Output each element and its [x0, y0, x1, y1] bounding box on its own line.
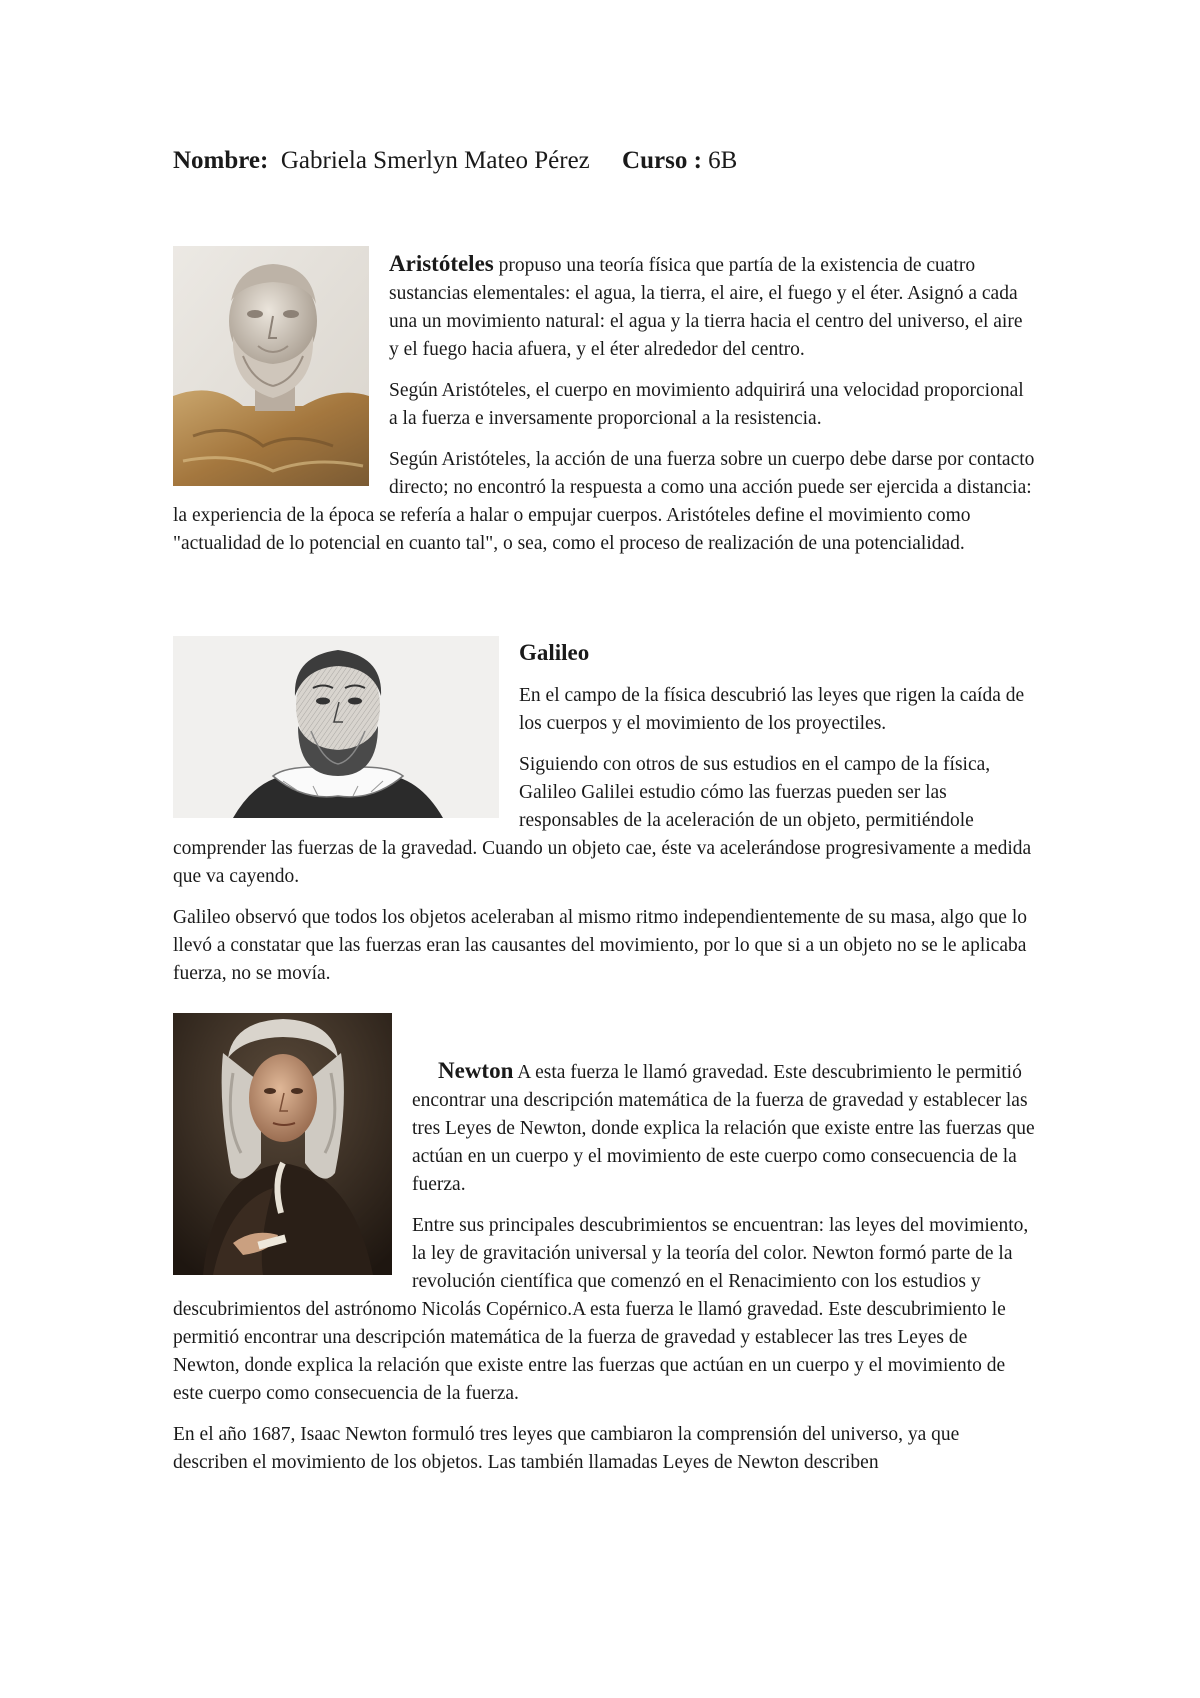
aristotle-paragraph-2: Según Aristóteles, el cuerpo en movimiento adquirirá una velocidad proporcional a la fuerza e inversamente proporcional a la resistencia.: [389, 380, 1024, 429]
aristotle-paragraph-3: Según Aristóteles, la acción de una fuerza sobre un cuerpo debe darse por contacto directo; no encontró la respuesta a como una acción puede ser ejercida a distancia: la experiencia de la época se refería a halar o empujar cuerpos. Aristóteles define el movimiento como "actualidad de lo potencial en cuanto tal", o sea, como el proceso de realización de una potencialidad.: [173, 449, 1035, 554]
galileo-title: Galileo: [519, 640, 590, 665]
newton-section: [173, 1013, 1035, 1490]
newton-p1-text: A esta fuerza le llamó gravedad. Este descubrimiento le permitió encontrar una descripción matemática de la fuerza de gravedad y establecer las tres Leyes de Newton, donde explica la relación que existe entre las fuerzas que actúan en un cuerpo y el movimiento de este cuerpo como consecuencia de la fuerza.: [412, 1062, 1035, 1195]
newton-paragraph-2: Entre sus principales descubrimientos se encuentran: las leyes del movimiento, la ley de gravitación universal y la teoría del color. Newton formó parte de la revolución científica que comenzó en el Renacimiento con los estudios y descubrimientos del astrónomo Nicolás Copérnico.A esta fuerza le llamó gravedad. Este descubrimiento le permitió encontrar una descripción matemática de la fuerza de gravedad y establecer las tres Leyes de Newton, donde explica la relación que existe entre las fuerzas que actúan en un cuerpo y el movimiento de este cuerpo como consecuencia de la fuerza.: [173, 1215, 1029, 1404]
course-label: Curso :: [622, 147, 702, 174]
galileo-section: [173, 636, 1035, 1001]
newton-title: Newton: [438, 1058, 514, 1083]
aristotle-p1-text: propuso una teoría física que partía de la existencia de cuatro sustancias elementales: el agua, la tierra, el aire, el fuego y el éter. Asignó a cada una un movimiento natural: el agua y la tierra hacia el centro del universo, el aire y el fuego hacia afuera, y el éter alrededor del centro.: [389, 255, 1023, 360]
galileo-paragraph-2: Siguiendo con otros de sus estudios en el campo de la física, Galileo Galilei estudio cómo las fuerzas pueden ser las responsables de la aceleración de un objeto, permitiéndole comprender las fuerzas de la gravedad. Cuando un objeto cae, éste va acelerándose progresivamente a medida que va cayendo.: [173, 754, 1032, 887]
newton-paragraph-3: En el año 1687, Isaac Newton formuló tres leyes que cambiaron la comprensión del universo, ya que describen el movimiento de los objetos. Las también llamadas Leyes de Newton describen: [173, 1424, 960, 1473]
newton-painted-portrait: [173, 1013, 392, 1275]
aristotle-section: [173, 246, 1035, 571]
name-value: Gabriela Smerlyn Mateo Pérez: [280, 147, 590, 174]
student-header: [173, 146, 1035, 176]
course-value: 6B: [708, 147, 738, 174]
aristotle-title: Aristóteles: [389, 251, 494, 276]
galileo-paragraph-1: En el campo de la física descubrió las leyes que rigen la caída de los cuerpos y el movimiento de los proyectiles.: [519, 685, 1025, 734]
galileo-engraving-portrait: [173, 636, 499, 818]
aristotle-bust-photo: [173, 246, 369, 486]
name-label: Nombre:: [173, 147, 269, 174]
galileo-paragraph-3: Galileo observó que todos los objetos aceleraban al mismo ritmo independientemente de su masa, algo que lo llevó a constatar que las fuerzas eran las causantes del movimiento, por lo que si a un objeto no se le aplicaba fuerza, no se movía.: [173, 907, 1027, 984]
